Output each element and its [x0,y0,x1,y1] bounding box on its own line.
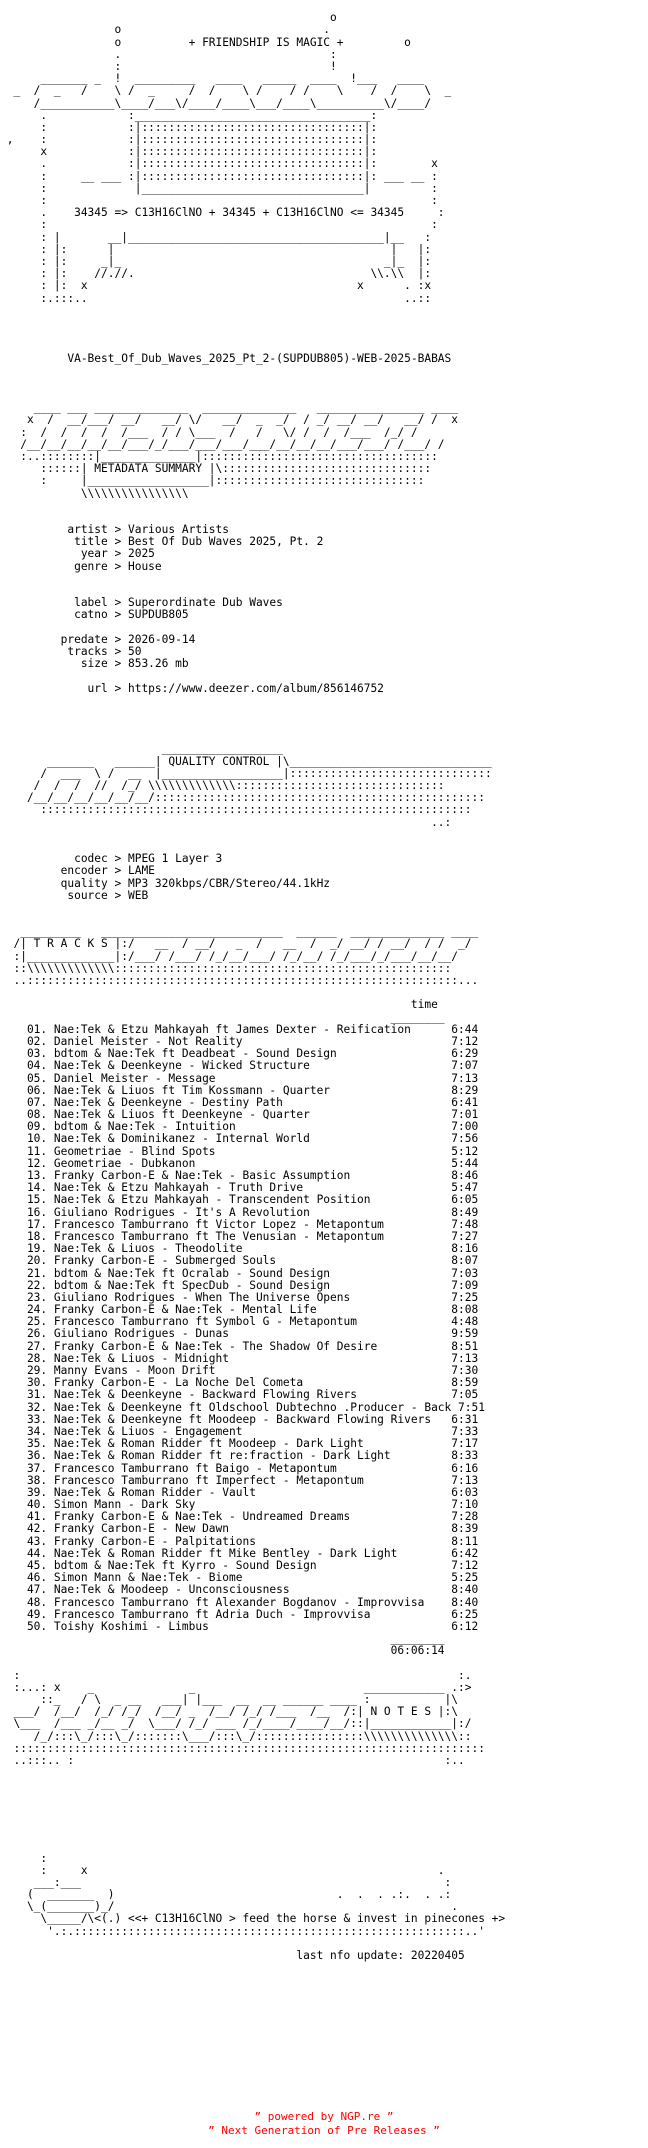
nfo-line [0,707,648,719]
nfo-line: :.:::.. ..:: [0,291,432,305]
nfo-line [0,1779,648,1791]
nfo-line: : |: //.//. \\.\\ |: [0,267,432,281]
nfo-line: 14. Nae:Tek & Etzu Mahkayah - Truth Drive 5:47 [0,1181,479,1195]
nfo-line [0,695,648,707]
nfo-line: : __ ___ :|:::::::::::::::::::::::::::::::::|: ___ __ : [0,169,438,183]
nfo-line: 04. Nae:Tek & Deenkeyne - Wicked Structure 7:07 [0,1059,479,1073]
nfo-line: ::\\\\\\\\\\\\\:::::::::::::::::::::::::::::::::::::::::::::::::: [0,961,452,975]
nfo-line: 50. Toishy Koshimi - Limbus 6:12 [0,1619,479,1633]
nfo-line: 22. bdtom & Nae:Tek ft SpecDub - Sound Design 7:09 [0,1278,479,1292]
nfo-line: 47. Nae:Tek & Moodeep - Unconsciousness 8:40 [0,1583,479,1597]
nfo-line: 30. Franky Carbon-E - La Noche Del Cometa 8:59 [0,1376,479,1390]
nfo-line: : : [0,218,438,232]
nfo-line: : | __|______________________________________|__ : [0,230,432,244]
nfo-line [0,1840,648,1852]
nfo-line [0,500,648,512]
nfo-line: ..: [0,815,452,829]
nfo-line: 16. Giuliano Rodrigues - It's A Revolution 8:49 [0,1205,479,1219]
nfo-line: . : [0,47,337,61]
nfo-line: 32. Nae:Tek & Deenkeyne ft Oldschool Dubtechno .Producer - Back 7:51 [0,1400,485,1414]
nfo-line: 27. Franky Carbon-E & Nae:Tek - The Shadow Of Desire 8:51 [0,1339,479,1353]
nfo-line: 48. Francesco Tamburrano ft Alexander Bogdanov - Improvvisa 8:40 [0,1595,479,1609]
nfo-line: time [0,998,438,1012]
nfo-line: 02. Daniel Meister - Not Reality 7:12 [0,1034,479,1048]
nfo-line: :::::::::::::::::::::::::::::::::::::::::::::::::::::::::::::::::::::: [0,1741,485,1755]
nfo-line: \_(_______)_/ . [0,1900,459,1914]
nfo-line: /| T R A C K S |:/ __ / __/ _ / __ / _/ __/ / __/ / / _/ [0,937,472,951]
nfo-line: :..::::::::|______________|::::::::::::::::::::::::::::::::::: [0,449,438,463]
nfo-line: 36. Nae:Tek & Roman Ridder ft re:fraction - Dark Light 8:33 [0,1449,479,1463]
nfo-line: 03. bdtom & Nae:Tek ft Deadbeat - Sound Design 6:29 [0,1047,479,1061]
nfo-line: _______ ______| QUALITY CONTROL |\______________________________ [0,754,492,768]
nfo-line: 38. Francesco Tamburrano ft Imperfect - Metapontum 7:13 [0,1473,479,1487]
nfo-line: / ___ \ / __ |__________________|:::::::::::::::::::::::::::::: [0,766,492,780]
nfo-line: o [0,11,337,25]
nfo-line: : |: | | |: [0,242,432,256]
nfo-line: : : [0,194,438,207]
nfo-line: 15. Nae:Tek & Etzu Mahkayah - Transcendent Position 6:05 [0,1193,479,1207]
nfo-line: _______ _ ! _________ ____ _____ ____ !___ ____ [0,72,425,86]
nfo-line: : |__________________|::::::::::::::::::::::::::::::: [0,474,425,488]
nfo-line: \___ /___ _/__ _/ \___/ /_/ ___ /_/____/____/__/::|____________|:/ [0,1717,472,1731]
nfo-line: 42. Franky Carbon-E - New Dawn 8:39 [0,1522,479,1536]
nfo-line: 20. Franky Carbon-E - Submerged Souls 8:07 [0,1254,479,1268]
nfo-line: ..:::.. : :.. [0,1754,465,1767]
nfo-line: ________ [0,1010,445,1024]
nfo-line [0,1792,648,1804]
nfo-line: o + FRIENDSHIP IS MAGIC + o [0,35,411,49]
nfo-line: ..::::::::::::::::::::::::::::::::::::::::::::::::::::::::::::::::... [0,974,479,987]
nfo-line: . :|:::::::::::::::::::::::::::::::::|: x [0,157,438,171]
nfo-line: :::::::::::::::::::::::::::::::::::::::::::::::::::::::::::::::: [0,803,472,817]
footer-powered-by[interactable]: ” powered by NGP.re ” [254,2110,394,2123]
nfo-line [0,622,648,634]
nfo-line: 09. bdtom & Nae:Tek - Intuition 7:00 [0,1120,479,1134]
nfo-line: x / __/___/ __/ __/ \/ __/ _ _/ / _/ __/ __/ __/ / x [0,413,459,427]
nfo-line: : x . [0,1863,445,1877]
nfo-line [0,1828,648,1840]
nfo-line: 19. Nae:Tek & Liuos - Theodolite 8:16 [0,1242,479,1256]
nfo-line: label > Superordinate Dub Waves [0,596,283,610]
nfo-line: /_/:::\_/:::\_/:::::::\___/:::\_/::::::::::::::::\\\\\\\\\\\\\\:: [0,1729,472,1743]
nfo-line: 18. Francesco Tamburrano ft The Venusian - Metapontum 7:27 [0,1229,479,1243]
nfo-line [0,573,648,585]
nfo-line: \\\\\\\\\\\\\\\\ [0,486,189,500]
nfo-line: 17. Francesco Tamburrano ft Victor Lopez - Metapontum 7:48 [0,1217,479,1231]
nfo-line [0,1804,648,1816]
nfo-line: 06. Nae:Tek & Liuos ft Tim Kossmann - Quarter 8:29 [0,1083,479,1097]
nfo-line: x :|:::::::::::::::::::::::::::::::::|: [0,145,378,159]
nfo-line: : |_________________________________| : [0,181,438,195]
nfo-line: ________ [0,1632,445,1646]
nfo-line: : |: x x . :x [0,279,432,293]
nfo-line: encoder > LAME [0,864,155,878]
nfo-line: predate > 2026-09-14 [0,632,196,646]
nfo-line: : / / / / /___ / / \___ / / \/ / / /___ /_/ / [0,425,418,439]
nfo-line: 46. Simon Mann & Nae:Tek - Biome 5:25 [0,1571,479,1585]
nfo-line: 10. Nae:Tek & Dominikanez - Internal World 7:56 [0,1132,479,1146]
nfo-line: quality > MP3 320kbps/CBR/Stereo/44.1kHz [0,876,331,890]
nfo-line [0,1658,648,1670]
nfo-line: year > 2025 [0,547,155,561]
nfo-line: _ / _ / \ / _ / / \ / / / \ / / \ _ [0,84,452,98]
nfo-line: last nfo update: 20220405 [0,1949,465,1962]
nfo-line: :...: x _ _ ____________ .:> [0,1680,472,1694]
nfo-line: url > https://www.deezer.com/album/856146752 [0,681,384,695]
nfo-line: tracks > 50 [0,644,142,658]
nfo-line: 41. Franky Carbon-E & Nae:Tek - Undreamed Dreams 7:28 [0,1510,479,1524]
nfo-line: codec > MPEG 1 Layer 3 [0,852,223,866]
nfo-line: 21. bdtom & Nae:Tek ft Ocralab - Sound Design 7:03 [0,1266,479,1280]
nfo-line: 08. Nae:Tek & Liuos ft Deenkeyne - Quarter 7:01 [0,1108,479,1122]
nfo-line: 44. Nae:Tek & Roman Ridder ft Mike Bentley - Dark Light 6:42 [0,1546,479,1560]
nfo-line: 43. Franky Carbon-E - Palpitations 8:11 [0,1534,479,1548]
nfo-line: 31. Nae:Tek & Deenkeyne - Backward Flowing Rivers 7:05 [0,1388,479,1402]
nfo-line: size > 853.26 mb [0,657,189,671]
nfo-line [0,378,648,390]
nfo-line [0,719,648,731]
nfo-line: 29. Manny Evans - Moon Drift 7:30 [0,1364,479,1377]
nfo-line: artist > Various Artists [0,523,230,537]
nfo-line: . 34345 => C13H16ClNO + 34345 + C13H16ClNO <= 34345 : [0,206,445,220]
nfo-line [0,317,648,329]
nfo-line [0,305,648,317]
nfo-line [0,829,648,841]
nfo-line [0,366,648,378]
nfo-line: 40. Simon Mann - Dark Sky 7:10 [0,1498,479,1512]
nfo-line: 23. Giuliano Rodrigues - When The Universe Opens 7:25 [0,1290,479,1304]
nfo-line: : ! [0,59,337,73]
nfo-line: : |: _|_ _|_ |: [0,254,432,268]
nfo-line: 25. Francesco Tamburrano ft Symbol G - Metapontum 4:48 [0,1315,479,1329]
nfo-line: 13. Franky Carbon-E & Nae:Tek - Basic Assumption 8:46 [0,1169,479,1182]
nfo-line: '.:.::::::::::::::::::::::::::::::::::::::::::::::::::::::::::..' [0,1924,485,1938]
nfo-line: 28. Nae:Tek & Liuos - Midnight 7:13 [0,1351,479,1365]
nfo-line: : [0,1851,48,1865]
nfo-line: 05. Daniel Meister - Message 7:13 [0,1071,479,1085]
nfo-line: __________________ [0,742,283,756]
nfo-line: 12. Geometriae - Dubkanon 5:44 [0,1156,479,1170]
nfo-line: . :___________________________________: [0,108,378,122]
nfo-line: ____ ___ ______________ ______________ ________________ ____ [0,401,459,415]
nfo-line: , : :|:::::::::::::::::::::::::::::::::|: [0,133,378,147]
nfo-line: /__/__/__/__/__/__/::::::::::::::::::::::::::::::::::::::::::::::::: [0,791,485,805]
footer-tagline[interactable]: ” Next Generation of Pre Releases ” [208,2124,440,2137]
nfo-line: 06:06:14 [0,1644,445,1658]
nfo-line [0,329,648,341]
nfo-line: /___________\____/___\/____/____\___/____\__________\/____/ [0,96,432,110]
nfo-line: ::::::| METADATA SUMMARY |\::::::::::::::::::::::::::::::: [0,462,432,476]
nfo-line [0,1767,648,1779]
nfo-line: 49. Francesco Tamburrano ft Adria Duch - Improvvisa 6:25 [0,1607,479,1621]
nfo-line: 39. Nae:Tek & Roman Ridder - Vault 6:03 [0,1485,479,1499]
nfo-line: source > WEB [0,888,149,902]
nfo-line: _________ ___________________________ ______ ______________ ____ [0,925,479,939]
nfo-line: /__/__/__/__/__/___/_/___/___/___/___/__/__/__/___/___/ /___/ / [0,437,445,451]
nfo-line: / / / // /_/ \\\\\\\\\\\\\::::::::::::::::::::::::::::::: [0,779,445,792]
nfo-line: catno > SUPDUB805 [0,608,189,622]
nfo-line: 26. Giuliano Rodrigues - Dunas 9:59 [0,1327,479,1341]
nfo-line: ( _______ ) . . . .:. . .: [0,1888,452,1902]
nfo-line: \_____/\<(.) <<+ C13H16ClNO > feed the horse & invest in pinecones +> [0,1912,506,1926]
nfo-line: title > Best Of Dub Waves 2025, Pt. 2 [0,535,324,549]
nfo-line: :|_____________|:/___/ /___/ /_/__/___/ /_/__/ /_/___/_/___/__/__/ [0,949,459,963]
nfo-line: 01. Nae:Tek & Etzu Mahkayah ft James Dexter - Reification 6:44 [0,1022,479,1036]
nfo-line: 37. Francesco Tamburrano ft Baigo - Metapontum 6:16 [0,1461,479,1475]
nfo-line: 34. Nae:Tek & Liuos - Engagement 7:33 [0,1424,479,1438]
nfo-line: 35. Nae:Tek & Roman Ridder ft Moodeep - Dark Light 7:17 [0,1437,479,1451]
nfo-line: 45. bdtom & Nae:Tek ft Kyrro - Sound Design 7:12 [0,1559,479,1572]
nfo-line: ___/ /__/ /_/ /_/ /__/ _ /__/ /_/ /___ /__ /:| N O T E S |:\ [0,1705,459,1719]
nfo-line: genre > House [0,559,162,573]
nfo-line: : :. [0,1668,472,1682]
nfo-line [0,670,648,682]
nfo-line: 07. Nae:Tek & Deenkeyne - Destiny Path 6:41 [0,1095,479,1109]
nfo-line [0,1816,648,1828]
nfo-line: ::_ / \ _ __ ___| |___ __ __ ______ ____ : |\ [0,1693,459,1707]
nfo-line: : :|:::::::::::::::::::::::::::::::::|: [0,120,378,134]
nfo-line: VA-Best_Of_Dub_Waves_2025_Pt_2-(SUPDUB805)-WEB-2025-BABAS [0,352,452,366]
nfo-line: 11. Geometriae - Blind Spots 5:12 [0,1144,479,1158]
nfo-line [0,902,648,914]
nfo-line: 33. Nae:Tek & Deenkeyne ft Moodeep - Backward Flowing Rivers 6:31 [0,1412,479,1426]
nfo-line: ___:___ : [0,1875,452,1889]
nfo-line: o . [0,23,331,37]
nfo-line: 24. Franky Carbon-E & Nae:Tek - Mental Life 8:08 [0,1303,479,1317]
